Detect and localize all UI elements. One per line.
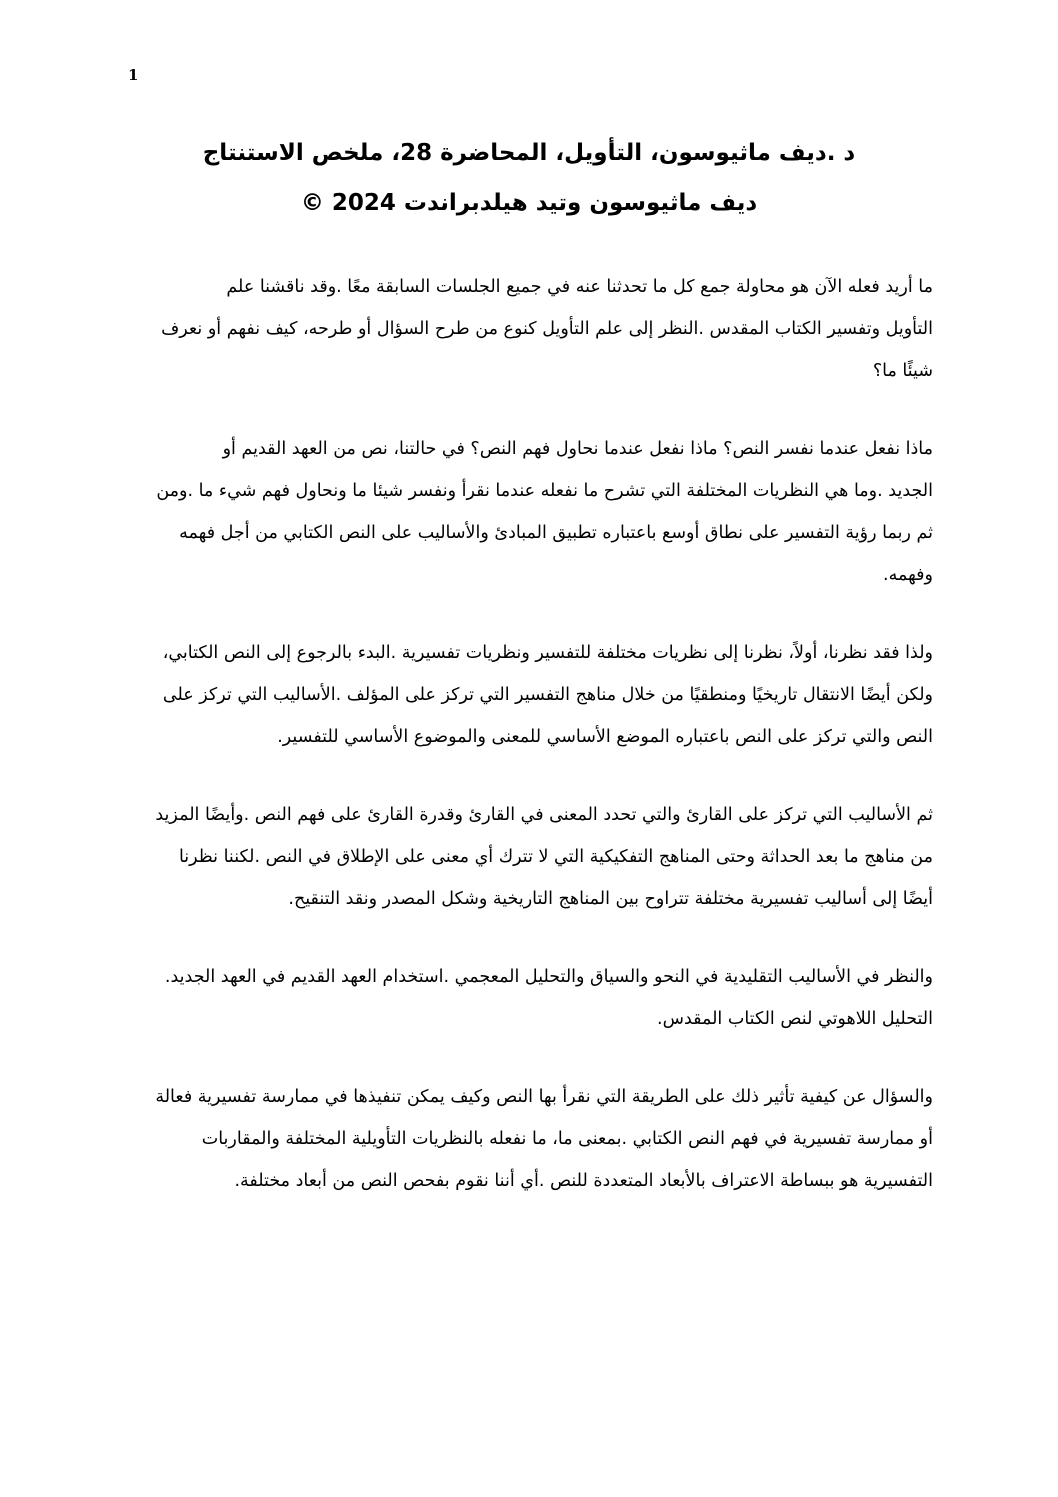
title-line-lecture: د .ديف ماثيوسون، التأويل، المحاضرة 28، ملخص الاستنتاج	[202, 140, 856, 166]
text-line: أيضًا إلى أساليب تفسيرية مختلفة تتراوح بين المناهج التاريخية وشكل المصدر ونقد التنقيح.	[288, 889, 933, 909]
text-line: والنظر في الأساليب التقليدية في النحو والسياق والتحليل المعجمي .استخدام العهد القديم في العهد الجديد.	[164, 967, 933, 987]
paragraph	[128, 956, 933, 1040]
paragraph	[128, 1076, 933, 1202]
page-number: 1	[128, 66, 139, 84]
text-line: النص والتي تركز على النص باعتباره الموضع الأساسي للمعنى والموضوع الأساسي للتفسير.	[277, 727, 933, 747]
text-line: ولذا فقد نظرنا، أولاً، نظرنا إلى نظريات مختلفة للتفسير ونظريات تفسيرية .البدء بالرجوع إلى النص الكتابي،	[162, 643, 933, 663]
text-line: وفهمه.	[883, 565, 933, 585]
text-line: التفسيرية هو ببساطة الاعتراف بالأبعاد المتعددة للنص .أي أننا نقوم بفحص النص من أبعاد مختلفة.	[234, 1171, 933, 1191]
paragraph	[128, 266, 933, 392]
text-line: والسؤال عن كيفية تأثير ذلك على الطريقة التي نقرأ بها النص وكيف يمكن تنفيذها في ممارسة تفسيرية فعالة	[155, 1087, 933, 1107]
text-line: الجديد .وما هي النظريات المختلفة التي تشرح ما نفعله عندما نقرأ ونفسر شيئا ما ونحاول فهم شيء ما .ومن	[156, 481, 933, 501]
paragraph	[128, 428, 933, 596]
text-line: ثم ربما رؤية التفسير على نطاق أوسع باعتباره تطبيق المبادئ والأساليب على النص الكتابي من أجل فهمه	[179, 523, 933, 543]
text-line: ولكن أيضًا الانتقال تاريخيًا ومنطقيًا من خلال مناهج التفسير التي تركز على المؤلف .الأساليب التي تركز على	[162, 685, 933, 705]
text-line: شيئًا ما؟	[872, 361, 933, 381]
text-line: التحليل اللاهوتي لنص الكتاب المقدس.	[657, 1009, 933, 1029]
title-line-copyright: ديف ماثيوسون وتيد هيلدبراندت 2024 ©	[300, 190, 758, 216]
text-line: ثم الأساليب التي تركز على القارئ والتي تحدد المعنى في القارئ وقدرة القارئ على فهم النص .وأيضًا المزيد	[155, 805, 933, 825]
text-line: أو ممارسة تفسيرية في فهم النص الكتابي .بمعنى ما، ما نفعله بالنظريات التأويلية المختلفة والمقاربات	[201, 1129, 933, 1149]
document-title	[130, 128, 928, 228]
paragraph	[128, 794, 933, 920]
text-line: التأويل وتفسير الكتاب المقدس .النظر إلى علم التأويل كنوع من طرح السؤال أو طرحه، كيف نفهم أو نعرف	[161, 319, 933, 339]
text-line: من مناهج ما بعد الحداثة وحتى المناهج التفكيكية التي لا تترك أي معنى على الإطلاق في النص .لكننا نظرنا	[178, 847, 933, 867]
text-line: ماذا نفعل عندما نفسر النص؟ ماذا نفعل عندما نحاول فهم النص؟ في حالتنا، نص من العهد القديم أو	[222, 439, 933, 459]
document-body	[128, 266, 933, 1238]
paragraph	[128, 632, 933, 758]
text-line: ما أريد فعله الآن هو محاولة جمع كل ما تحدثنا عنه في جميع الجلسات السابقة معًا .وقد ناقشنا علم	[226, 277, 933, 297]
